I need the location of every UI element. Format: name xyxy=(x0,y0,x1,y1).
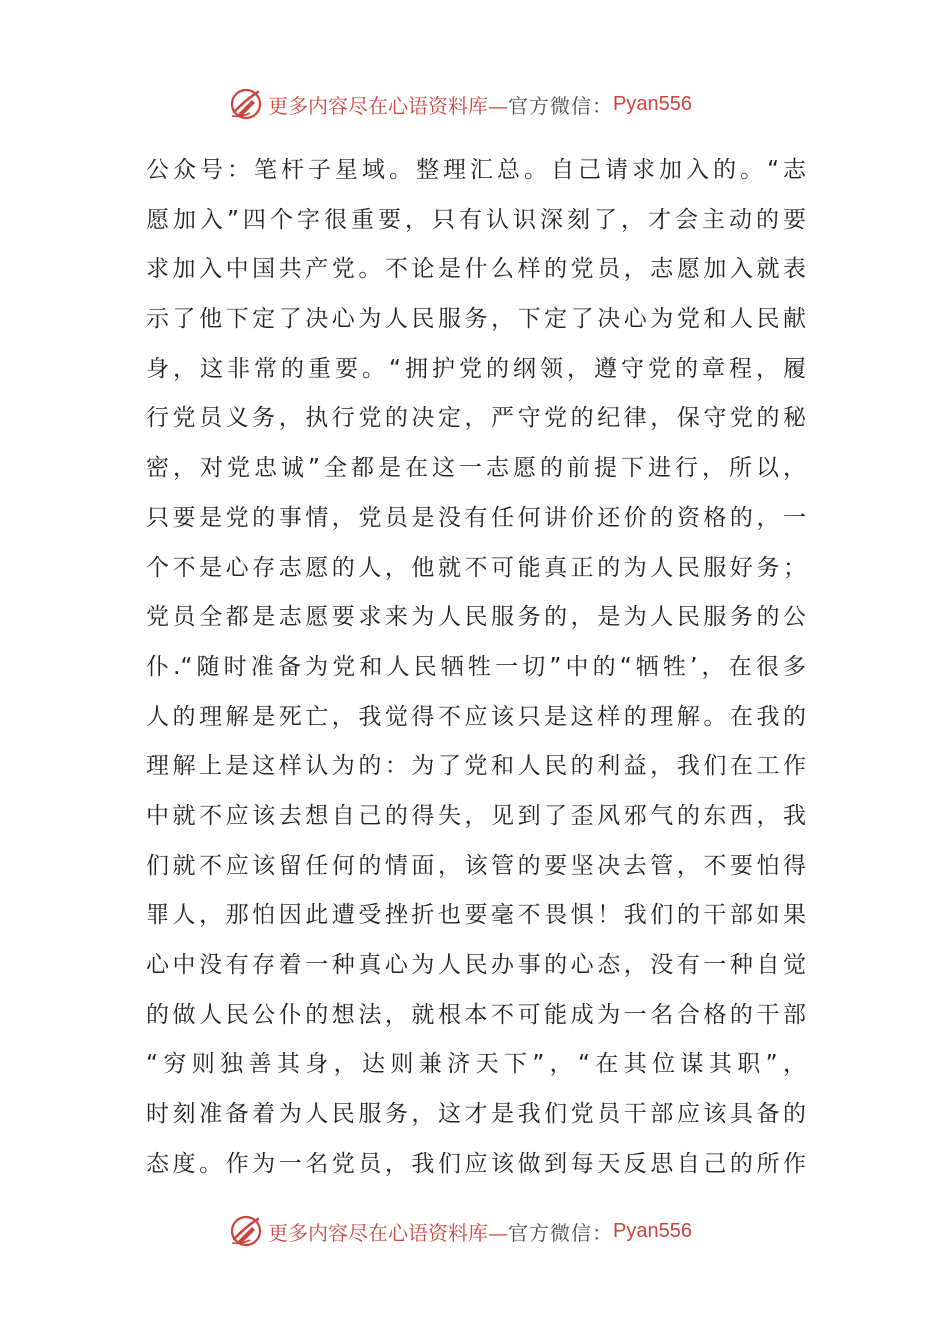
text-line: 理解上是这样认为的：为了党和人民的利益，我们在工作 xyxy=(146,753,806,780)
text-line: 党员全都是志愿要求来为人民服务的，是为人民服务的公 xyxy=(146,604,806,631)
text-line: 态度。作为一名党员，我们应该做到每天反思自己的所作 xyxy=(146,1150,806,1177)
text-line: 只要是党的事情，党员是没有任何讲价还价的资格的，一 xyxy=(146,504,806,531)
text-line: 们就不应该留任何的情面，该管的要坚决去管，不要怕得 xyxy=(146,852,806,879)
watermark-wechat-id: Pyan556 xyxy=(613,1219,692,1242)
text-line: 罪人，那怕因此遭受挫折也要毫不畏惧！我们的干部如果 xyxy=(146,902,806,929)
watermark-wechat-id: Pyan556 xyxy=(613,92,692,115)
text-line: 身，这非常的重要。“拥护党的纲领，遵守党的章程，履 xyxy=(146,355,806,382)
watermark-text: 更多内容尽在心语资料库— xyxy=(268,1220,508,1245)
text-line: 公众号：笔杆子星域。整理汇总。自己请求加入的。“志 xyxy=(146,157,806,183)
text-line: 密，对党忠诚”全都是在这一志愿的前提下进行，所以， xyxy=(146,455,806,482)
pen-logo-icon xyxy=(228,86,264,122)
text-line: 求加入中国共产党。不论是什么样的党员，志愿加入就表 xyxy=(146,256,806,283)
text-line: 中就不应该去想自己的得失，见到了歪风邪气的东西，我 xyxy=(146,802,806,829)
text-line: 示了他下定了决心为人民服务，下定了决心为党和人民献 xyxy=(146,306,806,333)
document-body xyxy=(146,146,806,1189)
text-line: 人的理解是死亡，我觉得不应该只是这样的理解。在我的 xyxy=(146,703,806,730)
watermark-wechat-label: 官方微信： xyxy=(508,93,613,118)
watermark-wechat-label: 官方微信： xyxy=(508,1220,613,1245)
text-line: 愿加入”四个字很重要，只有认识深刻了，才会主动的要 xyxy=(146,206,806,233)
text-line: “穷则独善其身，达则兼济天下”，“在其位谋其职”， xyxy=(146,1051,806,1078)
watermark-text: 更多内容尽在心语资料库— xyxy=(268,93,508,118)
text-line: 心中没有存着一种真心为人民办事的心态，没有一种自觉 xyxy=(146,952,806,978)
text-line: 个不是心存志愿的人，他就不可能真正的为人民服好务； xyxy=(146,554,806,581)
text-line: 时刻准备着为人民服务，这才是我们党员干部应该具备的 xyxy=(146,1101,806,1128)
text-line: 行党员义务，执行党的决定，严守党的纪律，保守党的秘 xyxy=(146,405,806,432)
text-line: 的做人民公仆的想法，就根本不可能成为一名合格的干部 xyxy=(146,1001,806,1028)
header-watermark xyxy=(228,84,692,124)
text-line: 仆.“随时准备为党和人民牺牲一切”中的“牺牲’，在很多 xyxy=(146,653,806,680)
pen-logo-icon xyxy=(228,1213,264,1249)
footer-watermark xyxy=(228,1211,692,1251)
